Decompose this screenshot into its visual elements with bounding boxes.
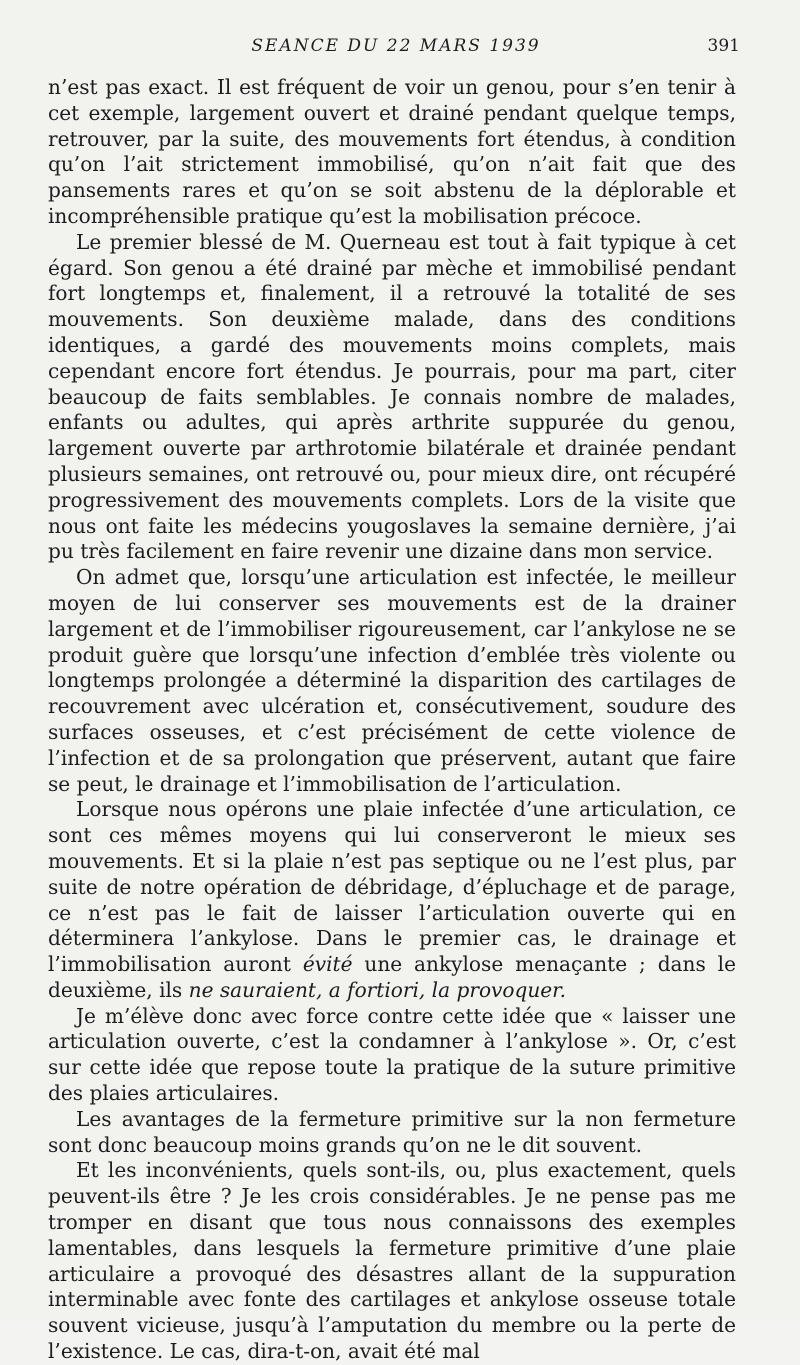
page-number: 391 (707, 36, 740, 56)
paragraph-4-part-a: Lorsque nous opérons une plaie infectée d’une articulation, ce sont ces mêmes moyens qui lui conserveront le mieux ses mouvements. Et si la plaie n’est pas septique ou ne l’est plus, par suite de notre opération de débridage, d’épluchage et de parage, ce n’est pas le fait de laisser l’articulation ouverte qui en déterminera l’ankylose. Dans le premier cas, le drainage et l’immobilisation auront (48, 797, 736, 977)
page-header (52, 34, 740, 58)
paragraph-1: n’est pas exact. Il est fréquent de voir un genou, pour s’en tenir à cet exemple, largement ouvert et drainé pendant quelque temps, retrouver, par la suite, des mouvements fort étendus, à condition qu’on l’ait strictement immobilisé, qu’on n’ait fait que des pansements rares et qu’on se soit abstenu de la déplorable et incompréhensible pratique qu’est la mobilisation précoce. (48, 75, 736, 228)
paragraph-4-emphasis-2: ne sauraient, a fortiori, la provoquer. (188, 977, 566, 1002)
running-title: SEANCE DU 22 MARS 1939 (251, 36, 541, 56)
paragraph-4 (48, 797, 736, 1003)
paragraph-7: Et les inconvénients, quels sont-ils, ou, plus exactement, quels peuvent-ils être ? Je les crois considérables. Je ne pense pas me tromper en disant que tous nous connaissons des exemples lamentables, dans lesquels la fermeture primitive d’une plaie articulaire a provoqué des désastres allant de la suppuration interminable avec fonte des cartilages et ankylose osseuse totale souvent vicieuse, jusqu’à l’amputation du membre ou la perte de l’existence. Le cas, dira-t-on, avait été mal (48, 1158, 736, 1364)
paragraph-3: On admet que, lorsqu’une articulation est infectée, le meilleur moyen de lui conserver ses mouvements est de la drainer largement et de l’immobiliser rigoureusement, car l’ankylose ne se produit guère que lorsqu’une infection d’emblée très violente ou longtemps prolongée a déterminé la disparition des cartilages de recouvrement avec ulcération et, consécutivement, soudure des surfaces osseuses, et c’est précisément de cette violence de l’infection et de sa prolongation que préservent, autant que faire se peut, le drainage et l’immobilisation de l’articulation. (48, 565, 736, 796)
paragraph-4-part-b: une ankylose menaçante ; dans le deuxième, ils (48, 952, 736, 1002)
body-text (48, 75, 736, 1365)
paragraph-5: Je m’élève donc avec force contre cette idée que « laisser une articulation ouverte, c’est la condamner à l’ankylose ». Or, c’est sur cette idée que repose toute la pratique de la suture primitive des plaies articulaires. (48, 1003, 736, 1106)
paragraph-4-emphasis-1: évité (302, 952, 353, 977)
paragraph-6: Les avantages de la fermeture primitive sur la non fermeture sont donc beaucoup moins grands qu’on ne le dit souvent. (48, 1106, 736, 1157)
paragraph-2: Le premier blessé de M. Querneau est tout à fait typique à cet égard. Son genou a été drainé par mèche et immobilisé pendant fort longtemps et, finalement, il a retrouvé la totalité de ses mouvements. Son deuxième malade, dans des conditions identiques, a gardé des mouvements moins complets, mais cependant encore fort étendus. Je pourrais, pour ma part, citer beaucoup de faits semblables. Je connais nombre de malades, enfants ou adultes, qui après arthrite suppurée du genou, largement ouverte par arthrotomie bilatérale et drainée pendant plusieurs semaines, ont retrouvé ou, pour mieux dire, ont récupéré progressivement des mouvements complets. Lors de la visite que nous ont faite les médecins yougoslaves la semaine dernière, j’ai pu très facilement en faire revenir une dizaine dans mon service. (48, 229, 736, 564)
